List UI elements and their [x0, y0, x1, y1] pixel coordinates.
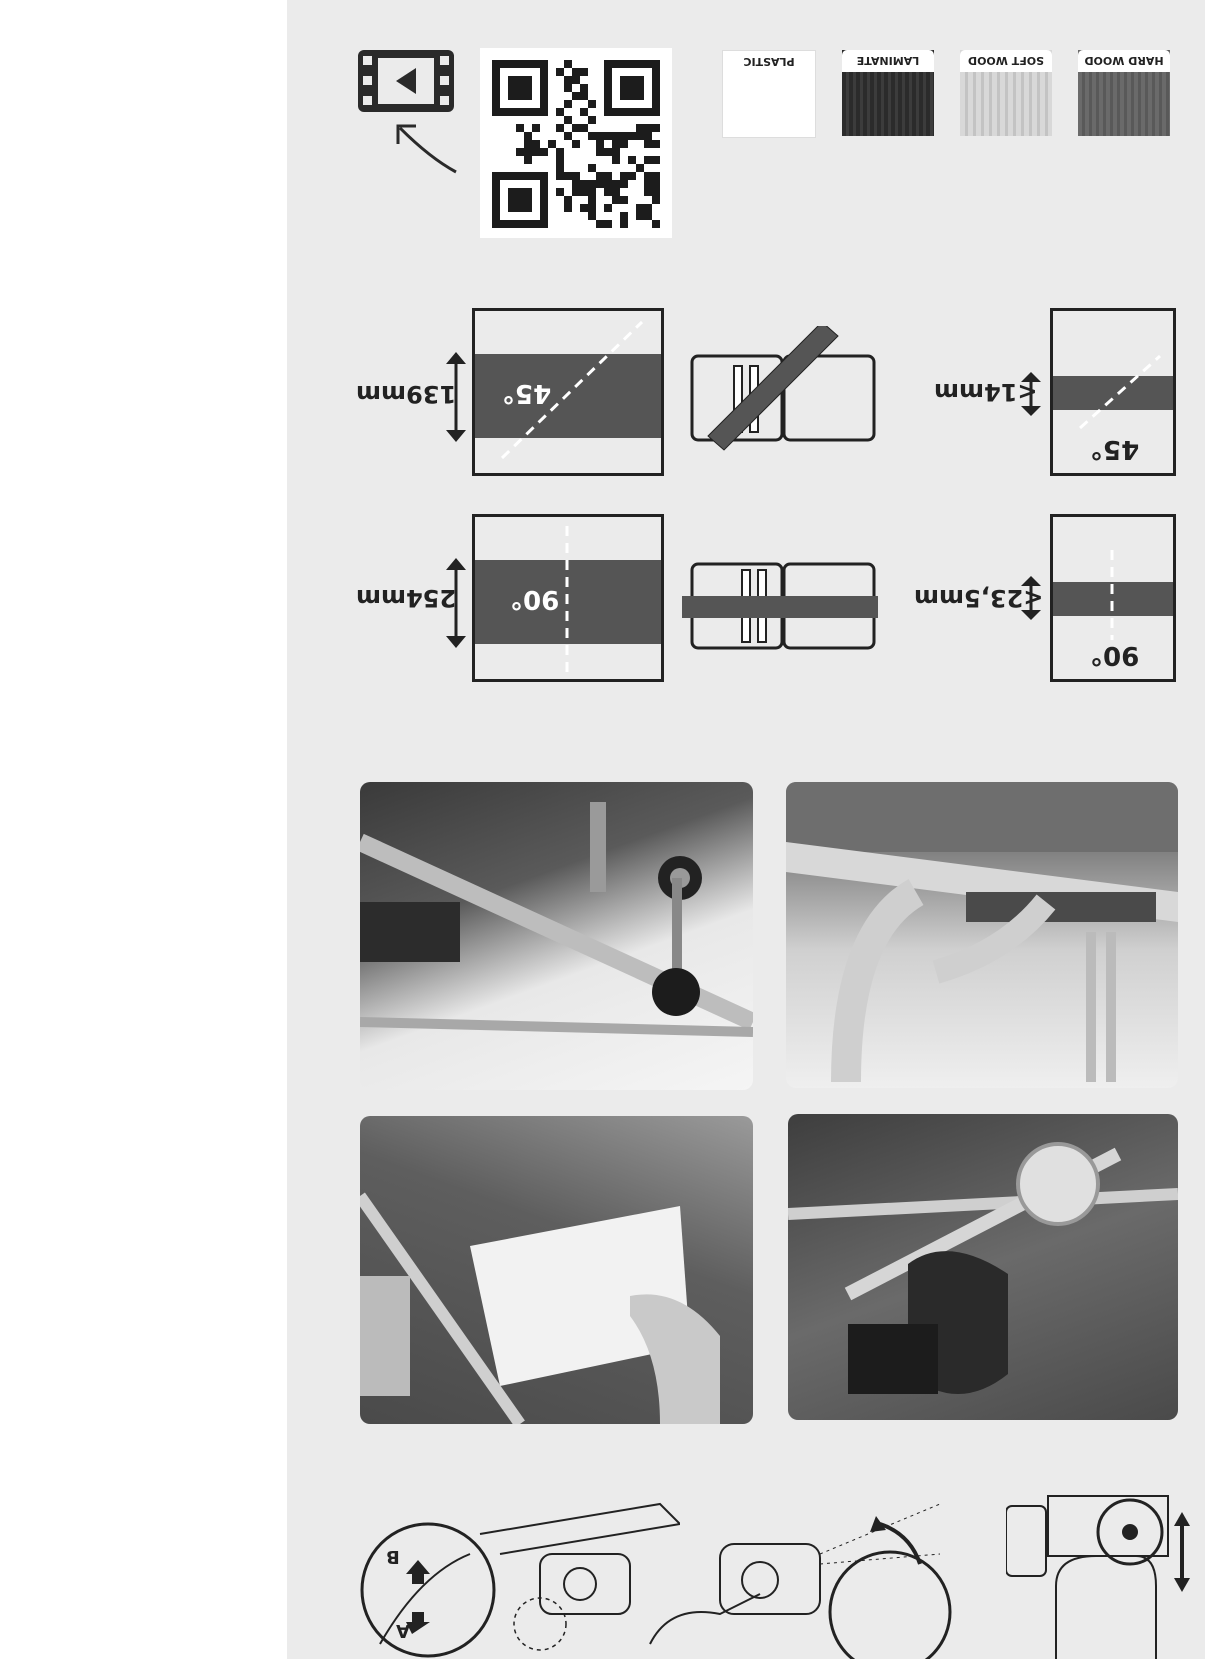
photo-saw-guide-rail [788, 1114, 1178, 1420]
photo-mounting-under-table [786, 782, 1178, 1088]
material-plastic [722, 50, 816, 138]
letter-b [386, 1546, 400, 1567]
material-label: HARD WOOD [1078, 50, 1170, 72]
photo-cutting-moulding [360, 1116, 753, 1424]
diagram-height-adjust [1006, 1486, 1196, 1659]
cut-angle-90-large: 90° [510, 584, 560, 614]
material-soft-wood [960, 50, 1052, 136]
cut-height-90: 254mm [356, 584, 457, 612]
cut-depth-45: <14mm [934, 378, 1038, 406]
letter-b-text: B [386, 1546, 400, 1567]
cut-diagram-90-large [472, 514, 664, 682]
qr-code[interactable] [480, 48, 672, 238]
material-laminate [842, 50, 934, 136]
arrow-icon [390, 118, 460, 178]
cut-angle-45-large: 45° [502, 378, 552, 408]
photo-clamp-setup [360, 782, 753, 1090]
height-arrow-icon [444, 558, 468, 648]
letter-a [396, 1620, 410, 1641]
cut-angle-45-small: 45° [1090, 434, 1140, 464]
height-arrow-icon [444, 352, 468, 442]
video-icon[interactable] [356, 48, 456, 114]
cut-diagram-45-large [472, 308, 664, 476]
material-label: PLASTIC [723, 51, 815, 73]
material-label: LAMINATE [842, 50, 934, 72]
cut-depth-90: <23,5mm [914, 584, 1044, 612]
cut-height-45: 139mm [356, 380, 457, 408]
saw-diagram-90 [680, 556, 880, 656]
diagram-rotate-saw [640, 1494, 970, 1659]
material-hard-wood [1078, 50, 1170, 136]
letter-a-text: A [396, 1620, 410, 1641]
material-label: SOFT WOOD [960, 50, 1052, 72]
cut-angle-90-small: 90° [1090, 640, 1140, 670]
saw-diagram-45 [688, 326, 878, 456]
